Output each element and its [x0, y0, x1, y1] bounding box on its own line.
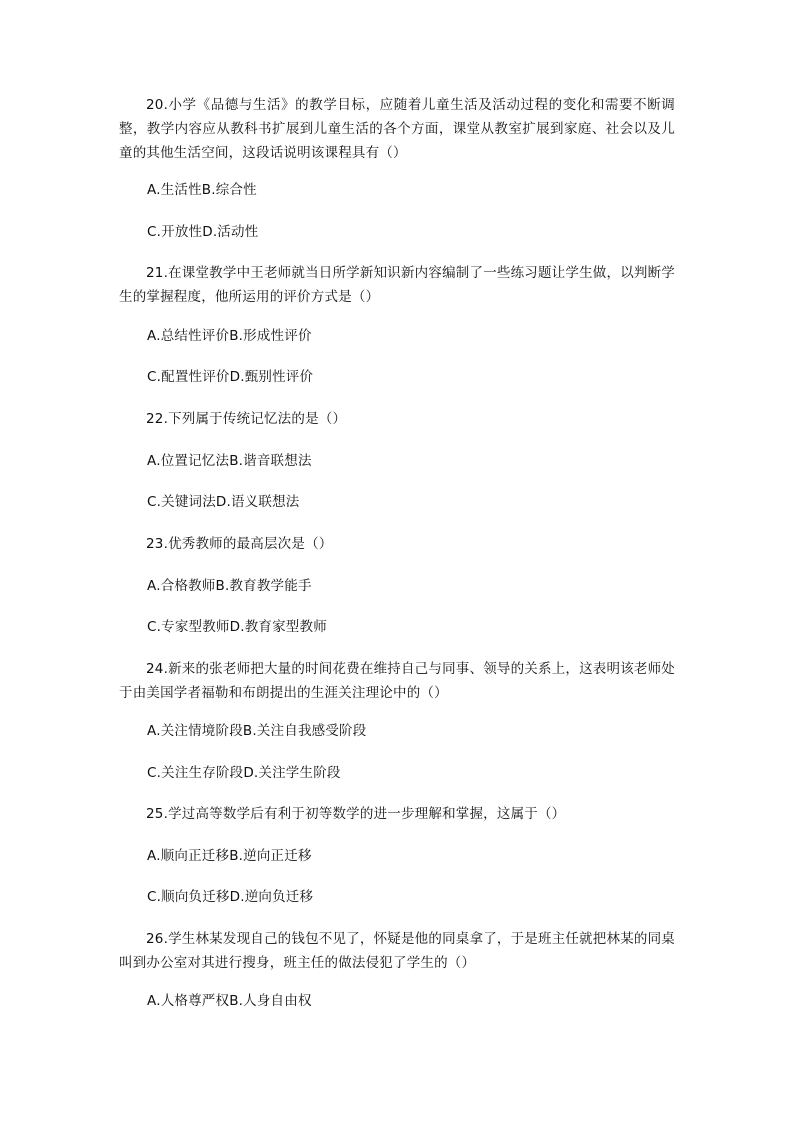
question-20: 20.小学《品德与生活》的教学目标，应随着儿童生活及活动过程的变化和需要不断调整，教学内容应从教科书扩展到儿童生活的各个方面，课堂从教室扩展到家庭、社会以及儿童的其他生活空间，这段话说明该课程具有（）	[119, 97, 675, 161]
question-26-options-ab: A.人格尊严权B.人身自由权	[147, 993, 312, 1009]
question-22-options-cd: C.关键词法D.语义联想法	[147, 494, 300, 510]
question-23-options-ab: A.合格教师B.教育教学能手	[147, 578, 312, 594]
question-23-options-cd: C.专家型教师D.教育家型教师	[147, 619, 327, 635]
question-24-options-cd: C.关注生存阶段D.关注学生阶段	[147, 765, 341, 781]
question-24: 24.新来的张老师把大量的时间花费在维持自己与同事、领导的关系上，这表明该老师处于由美国学者福勒和布朗提出的生涯关注理论中的（）	[119, 661, 675, 701]
question-25-options-ab: A.顺向正迁移B.逆向正迁移	[147, 848, 312, 864]
question-20-options-cd: C.开放性D.活动性	[147, 224, 259, 240]
question-21-options-ab: A.总结性评价B.形成性评价	[147, 328, 312, 344]
question-21-options-cd: C.配置性评价D.甄别性评价	[147, 369, 314, 385]
question-25: 25.学过高等数学后有利于初等数学的进一步理解和掌握，这属于（）	[146, 806, 566, 822]
question-24-options-ab: A.关注情境阶段B.关注自我感受阶段	[147, 723, 367, 739]
question-25-options-cd: C.顺向负迁移D.逆向负迁移	[147, 889, 314, 905]
question-22-options-ab: A.位置记忆法B.谐音联想法	[147, 453, 312, 469]
question-22: 22.下列属于传统记忆法的是（）	[146, 411, 347, 427]
question-26: 26.学生林某发现自己的钱包不见了，怀疑是他的同桌拿了，于是班主任就把林某的同桌叫到办公室对其进行搜身，班主任的做法侵犯了学生的（）	[119, 931, 675, 971]
question-23: 23.优秀教师的最高层次是（）	[146, 536, 333, 552]
question-21: 21.在课堂教学中王老师就当日所学新知识新内容编制了一些练习题让学生做，以判断学生的掌握程度，他所运用的评价方式是（）	[119, 265, 675, 305]
question-20-options-ab: A.生活性B.综合性	[147, 182, 257, 198]
